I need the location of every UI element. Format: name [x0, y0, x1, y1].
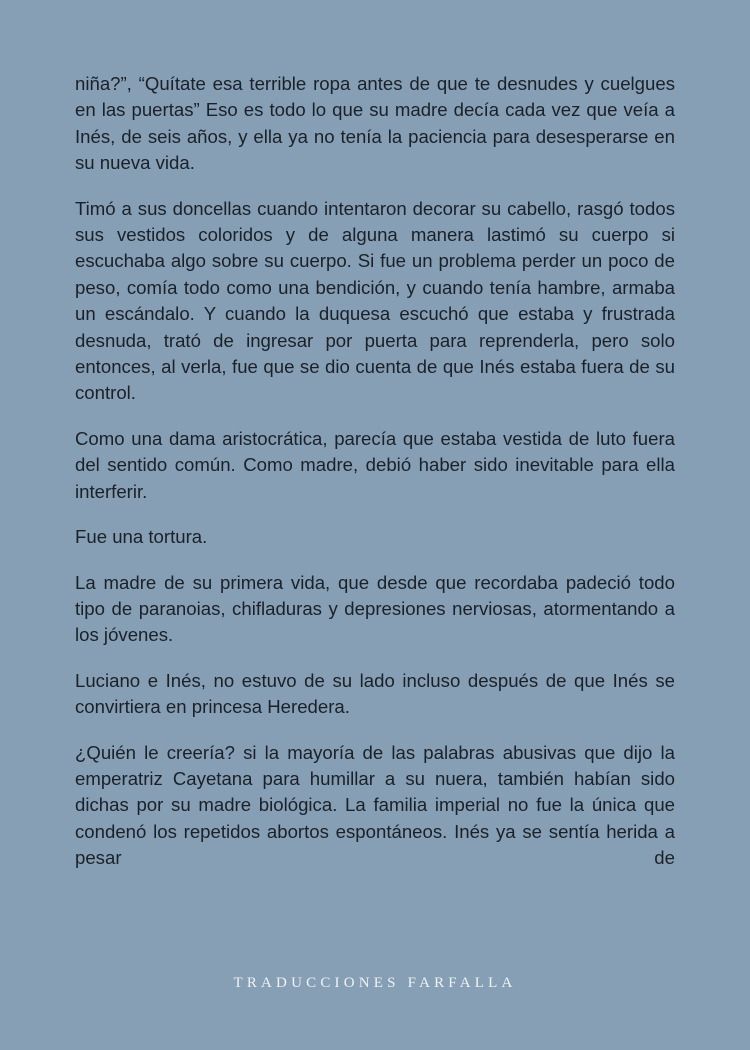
paragraph: Timó a sus doncellas cuando intentaron decorar su cabello, rasgó todos sus vestidos coloridos y de alguna manera lastimó su cuerpo si escuchaba algo sobre su cuerpo. Si fue un problema perder un poco de peso, comía todo como una bendición, y cuando tenía hambre, armaba un escándalo. Y cuando la duquesa escuchó que estaba y frustrada desnuda, trató de ingresar por puerta para reprenderla, pero solo entonces, al verla, fue que se dio cuenta de que Inés estaba fuera de su control.	[75, 197, 675, 404]
paragraph: La madre de su primera vida, que desde que recordaba padeció todo tipo de paranoias, chifladuras y depresiones nerviosas, atormentando a los jóvenes.	[75, 571, 675, 646]
paragraph: Fue una tortura.	[75, 526, 208, 548]
paragraph: Luciano e Inés, no estuvo de su lado incluso después de que Inés se convirtiera en princesa Heredera.	[75, 669, 675, 718]
page-body	[75, 71, 675, 891]
footer-credit: TRADUCCIONES FARFALLA	[233, 975, 517, 991]
paragraph: ¿Quién le creería? si la mayoría de las palabras abusivas que dijo la emperatriz Cayetana para humillar a su nuera, también habían sido dichas por su madre biológica. La familia imperial no fue la única que condenó los repetidos abortos espontáneos. Inés ya se sentía herida a pesar de	[75, 741, 675, 869]
paragraph: niña?”, “Quítate esa terrible ropa antes de que te desnudes y cuelgues en las puertas” Eso es todo lo que su madre decía cada vez que veía a Inés, de seis años, y ella ya no tenía la paciencia para desesperarse en su nueva vida.	[75, 73, 675, 174]
paragraph: Como una dama aristocrática, parecía que estaba vestida de luto fuera del sentido común. Como madre, debió haber sido inevitable para ella interferir.	[75, 427, 675, 502]
